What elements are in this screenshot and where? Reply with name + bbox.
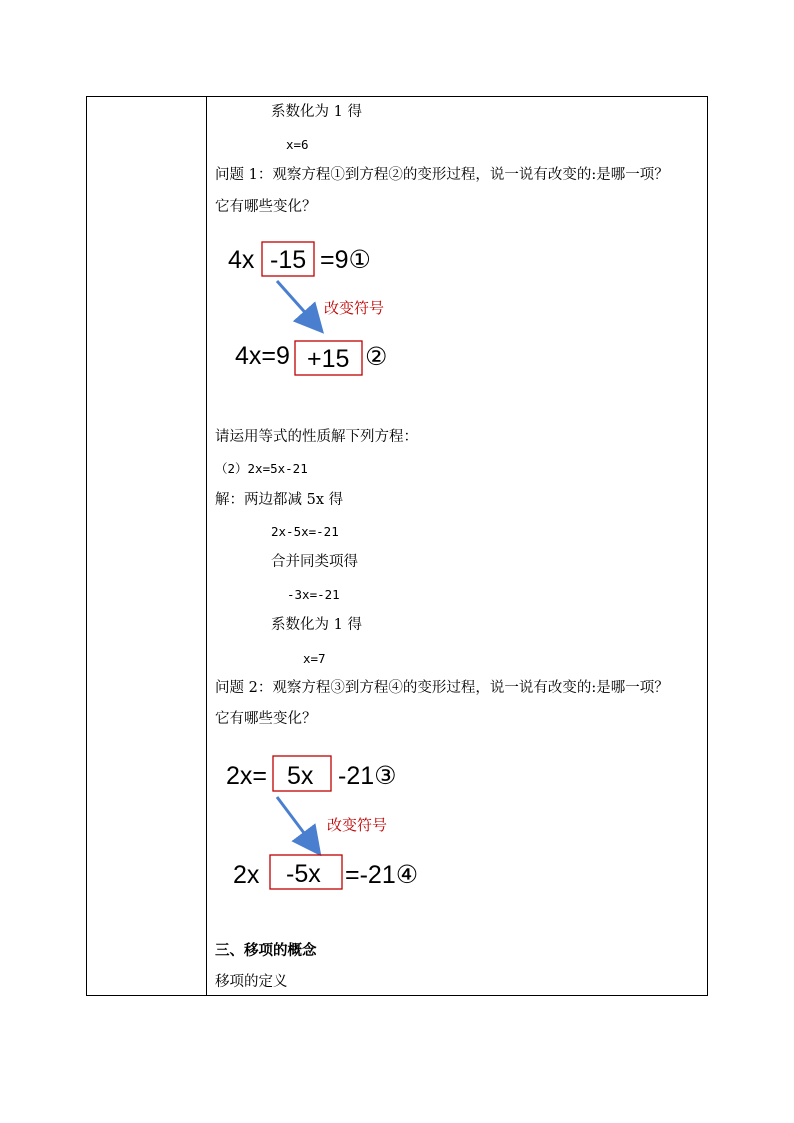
d1-bottom-box-text: +15 bbox=[307, 345, 350, 373]
d2-top-left: 2x= bbox=[226, 762, 268, 790]
combine-line: 合并同类项得 bbox=[271, 554, 358, 570]
question-2-line-a: 问题 2：观察方程③到方程④的变形过程，说一说有改变的:是哪一项？ bbox=[215, 680, 669, 696]
d2-arrow bbox=[277, 797, 316, 849]
d2-note: 改变符号 bbox=[327, 816, 388, 834]
answer-line-1: x=6 bbox=[286, 137, 309, 152]
d2-bottom-right: =-21④ bbox=[345, 861, 419, 889]
d2-top-box-text: 5x bbox=[287, 762, 314, 790]
d1-top-left: 4x bbox=[228, 246, 255, 274]
answer-line-2: x=7 bbox=[303, 651, 326, 666]
question-1-line-b: 它有哪些变化？ bbox=[215, 199, 317, 215]
d2-bottom-box-text: -5x bbox=[286, 860, 321, 888]
section-heading: 三、移项的概念 bbox=[215, 942, 317, 959]
column-divider bbox=[206, 96, 207, 996]
question-1-line-a: 问题 1：观察方程①到方程②的变形过程，说一说有改变的:是哪一项？ bbox=[215, 167, 669, 183]
prompt-line: 请运用等式的性质解下列方程： bbox=[215, 429, 418, 445]
coef-line-2: 系数化为 1 得 bbox=[271, 617, 362, 633]
d1-top-right: =9① bbox=[320, 246, 371, 274]
equation-2: （2）2x=5x-21 bbox=[215, 461, 308, 476]
question-2-line-b: 它有哪些变化？ bbox=[215, 711, 317, 727]
d2-bottom-left: 2x bbox=[233, 861, 260, 889]
coef-line-1: 系数化为 1 得 bbox=[271, 104, 362, 120]
d1-bottom-right: ② bbox=[365, 343, 388, 371]
d1-top-box-text: -15 bbox=[270, 246, 307, 274]
d2-top-right: -21③ bbox=[338, 762, 397, 790]
d1-bottom-left: 4x=9 bbox=[235, 342, 290, 370]
definition-line: 移项的定义 bbox=[215, 974, 288, 990]
d1-arrow bbox=[277, 281, 318, 327]
transformation-diagram-1 bbox=[214, 232, 444, 382]
solution-line: 解：两边都减 5x 得 bbox=[215, 492, 344, 508]
transformation-diagram-2 bbox=[214, 745, 454, 905]
step-2: -3x=-21 bbox=[287, 587, 340, 602]
d1-note: 改变符号 bbox=[324, 299, 385, 317]
step-1: 2x-5x=-21 bbox=[271, 524, 339, 539]
